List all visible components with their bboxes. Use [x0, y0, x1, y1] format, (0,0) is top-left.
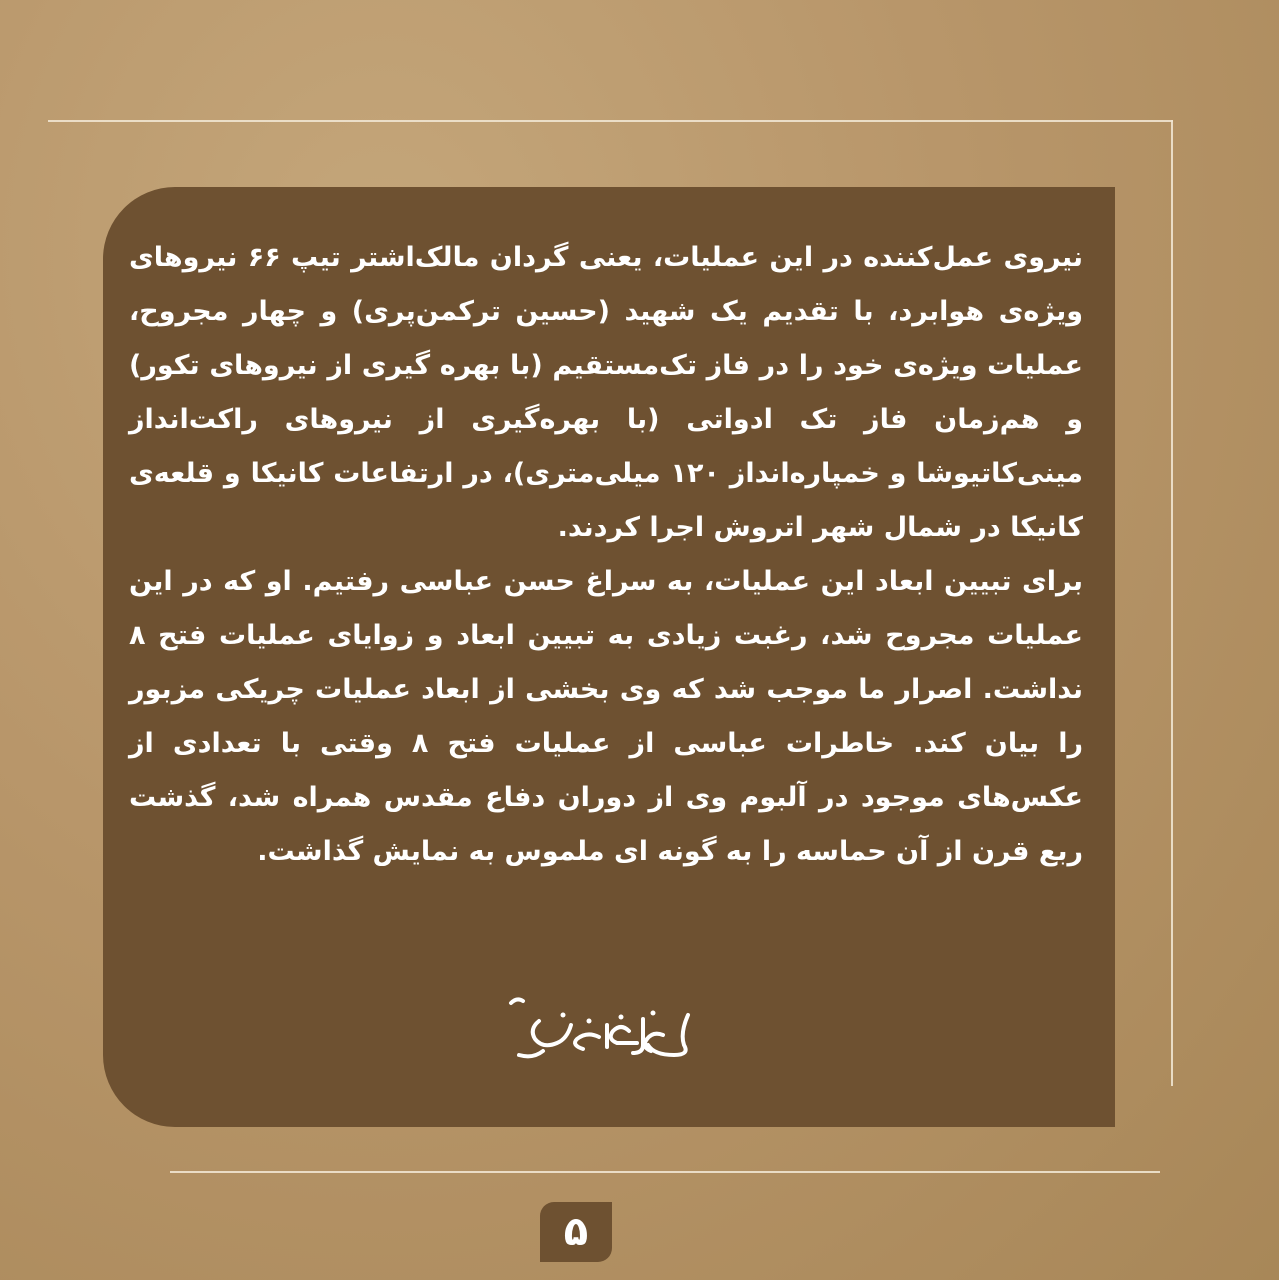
frame-line-right	[1171, 120, 1173, 1086]
text-card	[103, 187, 1115, 1127]
paragraph-1: نیروی عمل‌کننده در این عملیات، یعنی گردان مالک‌اشتر تیپ ۶۶ نیروهای ویژه‌ی هوابرد، با تقدیم یک شهید (حسین ترکمن‌پری) و چهار مجروح، عملیات ویژه‌ی خود را در فاز تک‌مستقیم (با بهره گیری از نیروهای تکور) و هم‌زمان فاز تک ادواتی (با بهره‌گیری از نیروهای راکت‌انداز مینی‌کاتیوشا و خمپاره‌انداز ۱۲۰ میلی‌متری)، در ارتفاعات کانیکا و قلعه‌ی کانیکا در شمال شهر اتروش اجرا کردند.	[129, 242, 1083, 543]
paragraph-2: برای تبیین ابعاد این عملیات، به سراغ حسن عباسی رفتیم. او که در این عملیات مجروح شد، رغبت زیادی به تبیین ابعاد و زوایای عملیات فتح ۸ نداشت. اصرار ما موجب شد که وی بخشی از ابعاد عملیات چریکی مزبور را بیان کند. خاطرات عباسی از عملیات فتح ۸ وقتی با تعدادی از عکس‌های موجود در آلبوم وی از دوران دفاع مقدس همراه شد، گذشت ربع قرن از آن حماسه را به گونه ای ملموس به نمایش گذاشت.	[129, 566, 1083, 867]
page-number-badge: ۵	[540, 1202, 612, 1262]
frame-line-bottom	[170, 1171, 1160, 1173]
frame-line-top	[48, 120, 1173, 122]
calligraphy-logo-icon	[503, 995, 703, 1067]
